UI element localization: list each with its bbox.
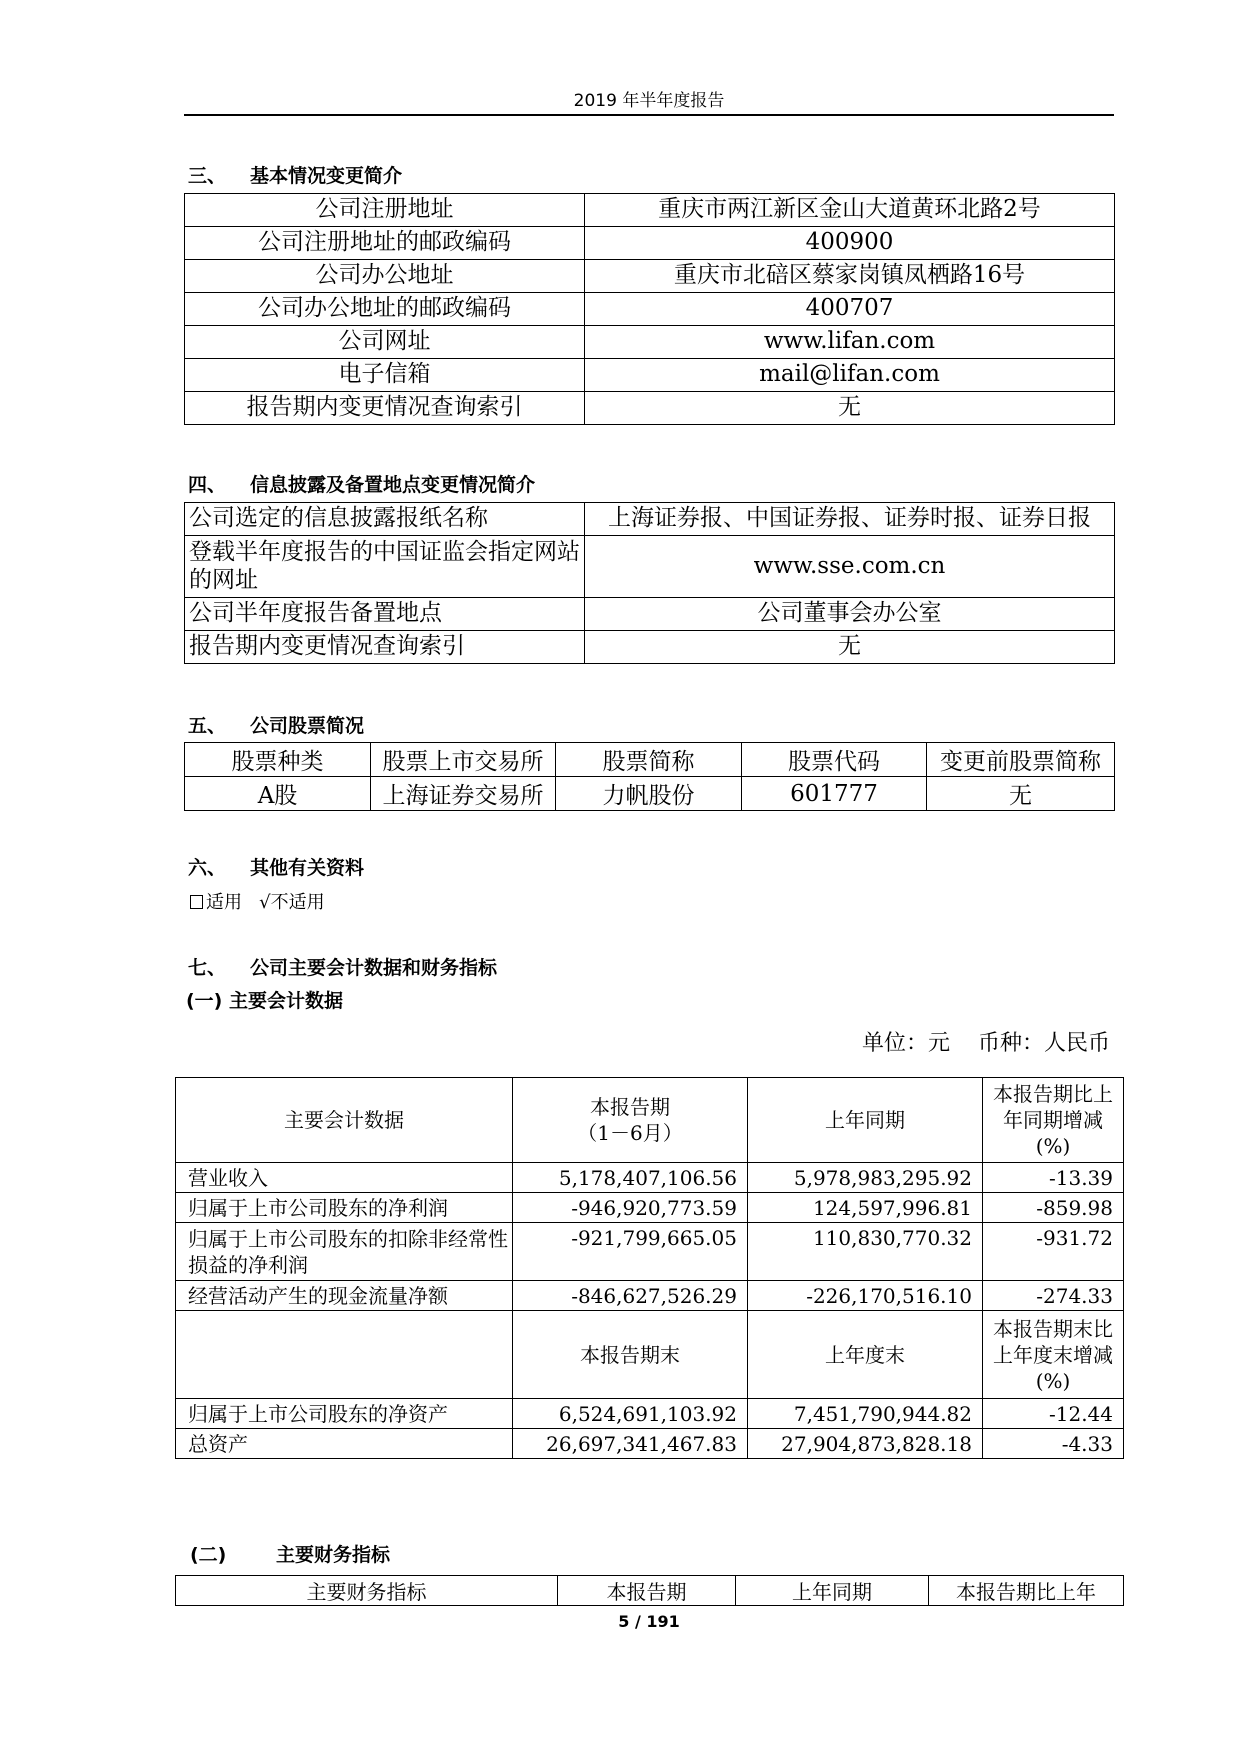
stock-exchange: 上海证券交易所 — [371, 777, 556, 811]
checkmark-icon: √ — [259, 892, 271, 913]
disclosure-value-location: 公司董事会办公室 — [585, 598, 1115, 631]
subsection2-heading — [190, 1540, 391, 1567]
acct-header2-change: 本报告期末比上年度末增减(%) — [983, 1311, 1124, 1399]
info-label: 公司办公地址的邮政编码 — [185, 293, 585, 326]
section6-heading — [188, 853, 365, 880]
unit-currency-line — [780, 1026, 1110, 1057]
fin-header-change: 本报告期比上年 — [929, 1576, 1124, 1606]
section5-heading — [188, 711, 365, 738]
section6-title: 其他有关资料 — [250, 857, 365, 879]
section5-title: 公司股票简况 — [250, 715, 365, 737]
page-number: 5 / 191 — [618, 1612, 680, 1631]
stock-prior-name: 无 — [927, 777, 1115, 811]
acct-change: -931.72 — [983, 1223, 1124, 1281]
acct-header-current: 本报告期 （1－6月） — [513, 1078, 748, 1163]
fin-header-prior: 上年同期 — [736, 1576, 929, 1606]
disclosure-label-location: 公司半年度报告备置地点 — [185, 598, 585, 631]
section7-heading — [188, 953, 498, 980]
section3-title: 基本情况变更简介 — [250, 165, 403, 187]
acct-item: 营业收入 — [176, 1163, 513, 1193]
fin-header-current: 本报告期 — [558, 1576, 736, 1606]
acct-change: -4.33 — [983, 1429, 1124, 1459]
info-label: 电子信箱 — [185, 359, 585, 392]
table-header-row — [185, 743, 1115, 777]
table-row — [185, 503, 1115, 536]
disclosure-table — [184, 502, 1115, 664]
option-applicable: 适用 — [206, 892, 242, 913]
section7-number: 七、 — [188, 957, 227, 979]
table-row — [185, 260, 1115, 293]
acct-header-item: 主要会计数据 — [176, 1078, 513, 1163]
info-label: 公司办公地址 — [185, 260, 585, 293]
section7-title: 公司主要会计数据和财务指标 — [250, 957, 498, 979]
info-label: 公司注册地址 — [185, 194, 585, 227]
acct-current: -846,627,526.29 — [513, 1281, 748, 1311]
table-header-row — [176, 1576, 1124, 1606]
acct-change: -859.98 — [983, 1193, 1124, 1223]
acct-current: 6,524,691,103.92 — [513, 1399, 748, 1429]
header-rule — [184, 114, 1114, 116]
section3-number: 三、 — [188, 165, 227, 187]
subsection1-title: (一) 主要会计数据 — [186, 990, 343, 1012]
info-label: 公司注册地址的邮政编码 — [185, 227, 585, 260]
option-not-applicable: 不适用 — [270, 892, 325, 913]
acct-current: -946,920,773.59 — [513, 1193, 748, 1223]
table-row — [176, 1193, 1124, 1223]
table-row — [185, 227, 1115, 260]
acct-item: 总资产 — [176, 1429, 513, 1459]
basic-info-table — [184, 193, 1115, 425]
info-value: 重庆市两江新区金山大道黄环北路2号 — [585, 194, 1115, 227]
stock-short-name: 力帆股份 — [556, 777, 742, 811]
section5-number: 五、 — [188, 715, 227, 737]
stock-table — [184, 742, 1115, 811]
acct-current: 5,178,407,106.56 — [513, 1163, 748, 1193]
stock-code: 601777 — [742, 777, 927, 811]
page-header: 2019 年半年度报告 — [573, 91, 725, 111]
stock-header-short-name: 股票简称 — [556, 743, 742, 777]
section4-title: 信息披露及备置地点变更情况简介 — [250, 474, 536, 496]
acct-prior: 27,904,873,828.18 — [748, 1429, 983, 1459]
acct-prior: 5,978,983,295.92 — [748, 1163, 983, 1193]
info-label: 报告期内变更情况查询索引 — [185, 392, 585, 425]
table-row — [176, 1223, 1124, 1281]
acct-change: -12.44 — [983, 1399, 1124, 1429]
acct-prior: 110,830,770.32 — [748, 1223, 983, 1281]
financial-indicator-table — [175, 1575, 1124, 1606]
disclosure-value-website: www.sse.com.cn — [585, 536, 1115, 598]
disclosure-value-newspaper: 上海证券报、中国证券报、证券时报、证券日报 — [585, 503, 1115, 536]
table-row — [185, 598, 1115, 631]
acct-header-change: 本报告期比上年同期增减(%) — [983, 1078, 1124, 1163]
section4-number: 四、 — [188, 474, 227, 496]
info-value: 重庆市北碚区蔡家岗镇凤栖路16号 — [585, 260, 1115, 293]
info-value: www.lifan.com — [585, 326, 1115, 359]
acct-header2-item — [176, 1311, 513, 1399]
table-header-row — [176, 1078, 1124, 1163]
table-row — [185, 631, 1115, 664]
table-row — [176, 1163, 1124, 1193]
table-row — [176, 1281, 1124, 1311]
acct-item: 归属于上市公司股东的净资产 — [176, 1399, 513, 1429]
acct-prior: -226,170,516.10 — [748, 1281, 983, 1311]
info-label: 公司网址 — [185, 326, 585, 359]
acct-change: -13.39 — [983, 1163, 1124, 1193]
disclosure-value-index: 无 — [585, 631, 1115, 664]
acct-header-prior: 上年同期 — [748, 1078, 983, 1163]
currency-label: 币种：人民币 — [977, 1031, 1110, 1056]
stock-type: A股 — [185, 777, 371, 811]
section6-number: 六、 — [188, 857, 227, 879]
table-row — [185, 194, 1115, 227]
stock-header-prior-name: 变更前股票简称 — [927, 743, 1115, 777]
unit-label: 单位：元 — [861, 1031, 950, 1056]
acct-header2-prior: 上年度末 — [748, 1311, 983, 1399]
table-row — [185, 293, 1115, 326]
disclosure-label-index: 报告期内变更情况查询索引 — [185, 631, 585, 664]
acct-current: -921,799,665.05 — [513, 1223, 748, 1281]
stock-header-exchange: 股票上市交易所 — [371, 743, 556, 777]
acct-change: -274.33 — [983, 1281, 1124, 1311]
table-row — [176, 1429, 1124, 1459]
table-header-row — [176, 1311, 1124, 1399]
stock-header-type: 股票种类 — [185, 743, 371, 777]
info-value: 400707 — [585, 293, 1115, 326]
info-value: 无 — [585, 392, 1115, 425]
applicability-options — [190, 888, 325, 914]
acct-prior: 124,597,996.81 — [748, 1193, 983, 1223]
acct-current: 26,697,341,467.83 — [513, 1429, 748, 1459]
acct-prior: 7,451,790,944.82 — [748, 1399, 983, 1429]
info-value: 400900 — [585, 227, 1115, 260]
stock-header-code: 股票代码 — [742, 743, 927, 777]
table-row — [185, 359, 1115, 392]
table-row — [176, 1399, 1124, 1429]
acct-item: 归属于上市公司股东的净利润 — [176, 1193, 513, 1223]
info-value: mail@lifan.com — [585, 359, 1115, 392]
table-row — [185, 392, 1115, 425]
subsection2-title: 主要财务指标 — [276, 1544, 391, 1566]
disclosure-label-newspaper: 公司选定的信息披露报纸名称 — [185, 503, 585, 536]
checkbox-empty-icon — [190, 895, 203, 909]
acct-item: 经营活动产生的现金流量净额 — [176, 1281, 513, 1311]
table-row — [185, 536, 1115, 598]
subsection2-number: (二) — [190, 1544, 227, 1566]
disclosure-label-website: 登载半年度报告的中国证监会指定网站的网址 — [185, 536, 585, 598]
acct-item: 归属于上市公司股东的扣除非经常性损益的净利润 — [176, 1223, 513, 1281]
section3-heading — [188, 161, 403, 188]
table-row — [185, 326, 1115, 359]
acct-header2-current: 本报告期末 — [513, 1311, 748, 1399]
accounting-data-table — [175, 1077, 1124, 1459]
fin-header-item: 主要财务指标 — [176, 1576, 558, 1606]
section4-heading — [188, 470, 536, 497]
table-row — [185, 777, 1115, 811]
